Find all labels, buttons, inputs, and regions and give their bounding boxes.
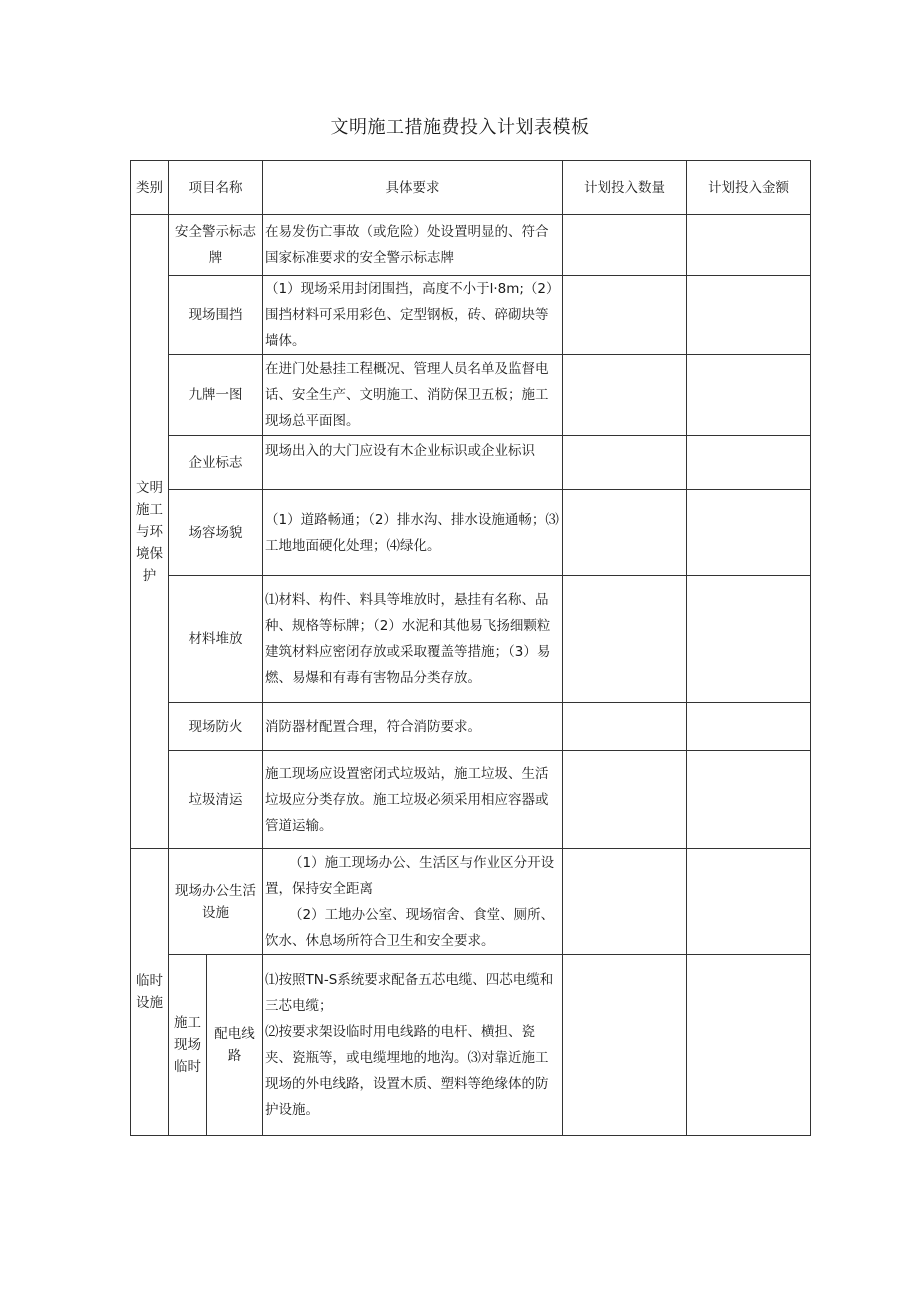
quantity-cell[interactable] <box>563 490 687 576</box>
amount-cell[interactable] <box>687 703 811 751</box>
table-row <box>131 355 811 436</box>
requirement-text <box>263 849 563 955</box>
table-header-row <box>131 161 811 215</box>
plan-table <box>130 160 811 1136</box>
table-row <box>131 849 811 955</box>
requirement-text: 消防器材配置合理，符合消防要求。 <box>263 703 563 751</box>
item-name: 场容场貌 <box>169 490 263 576</box>
item-name: 现场防火 <box>169 703 263 751</box>
amount-cell[interactable] <box>687 849 811 955</box>
requirement-part: （2）工地办公室、现场宿舍、食堂、厕所、饮水、休息场所符合卫生和安全要求。 <box>265 906 555 949</box>
header-requirement: 具体要求 <box>263 161 563 215</box>
amount-cell[interactable] <box>687 355 811 436</box>
item-name: 材料堆放 <box>169 576 263 703</box>
table-row <box>131 751 811 849</box>
amount-cell[interactable] <box>687 955 811 1136</box>
item-name: 九牌一图 <box>169 355 263 436</box>
table-row <box>131 490 811 576</box>
quantity-cell[interactable] <box>563 849 687 955</box>
amount-cell[interactable] <box>687 276 811 355</box>
item-name: 企业标志 <box>169 436 263 490</box>
table-row <box>131 215 811 276</box>
category-civil: 文明施工与环境保护 <box>131 215 169 849</box>
subcategory-label: 施工现场临时 <box>169 955 207 1136</box>
requirement-text: 现场出入的大门应设有木企业标识或企业标识 <box>263 436 563 490</box>
amount-cell[interactable] <box>687 576 811 703</box>
amount-cell[interactable] <box>687 751 811 849</box>
item-name: 现场围挡 <box>169 276 263 355</box>
header-category: 类别 <box>131 161 169 215</box>
quantity-cell[interactable] <box>563 703 687 751</box>
item-name: 配电线路 <box>207 955 263 1136</box>
header-item: 项目名称 <box>169 161 263 215</box>
table-row <box>131 576 811 703</box>
requirement-part: （1）施工现场办公、生活区与作业区分开设置，保持安全距离 <box>265 854 555 897</box>
quantity-cell[interactable] <box>563 751 687 849</box>
amount-cell[interactable] <box>687 490 811 576</box>
table-row <box>131 955 811 1136</box>
requirement-text: 在进门处悬挂工程概况、管理人员名单及监督电话、安全生产、文明施工、消防保卫五板；施工现场总平面图。 <box>263 355 563 436</box>
table-row <box>131 276 811 355</box>
header-amount: 计划投入金额 <box>687 161 811 215</box>
requirement-text: 在易发伤亡事故（或危险）处设置明显的、符合国家标准要求的安全警示标志牌 <box>263 215 563 276</box>
quantity-cell[interactable] <box>563 955 687 1136</box>
table-row <box>131 703 811 751</box>
requirement-text: 施工现场应设置密闭式垃圾站，施工垃圾、生活垃圾应分类存放。施工垃圾必须采用相应容器或管道运输。 <box>263 751 563 849</box>
item-name: 现场办公生活设施 <box>169 849 263 955</box>
quantity-cell[interactable] <box>563 355 687 436</box>
header-quantity: 计划投入数量 <box>563 161 687 215</box>
quantity-cell[interactable] <box>563 276 687 355</box>
document-title: 文明施工措施费投入计划表模板 <box>330 117 590 138</box>
quantity-cell[interactable] <box>563 215 687 276</box>
requirement-part: ⑴按照TN-S系统要求配备五芯电缆、四芯电缆和三芯电缆； <box>265 972 554 1014</box>
requirement-text: （1）现场采用封闭围挡，高度不小于l·8m;（2）围挡材料可采用彩色、定型钢板，砖、碎砌块等墙体。 <box>263 276 563 355</box>
requirement-text: （1）道路畅通；（2）排水沟、排水设施通畅；⑶工地地面硬化处理；⑷绿化。 <box>263 490 563 576</box>
requirement-text: ⑴材料、构件、料具等堆放时，悬挂有名称、品种、规格等标牌；（2）水泥和其他易飞扬细颗粒建筑材料应密闭存放或采取覆盖等措施；（3）易燃、易爆和有毒有害物品分类存放。 <box>263 576 563 703</box>
requirement-text <box>263 955 563 1136</box>
amount-cell[interactable] <box>687 215 811 276</box>
quantity-cell[interactable] <box>563 576 687 703</box>
item-name: 垃圾清运 <box>169 751 263 849</box>
requirement-part: ⑵按要求架设临时用电线路的电杆、横担、瓷夹、瓷瓶等，或电缆埋地的地沟。⑶对靠近施工现场的外电线路，设置木质、塑料等绝缘体的防护设施。 <box>265 1024 549 1118</box>
category-temporary: 临时设施 <box>131 849 169 1136</box>
item-name: 安全警示标志牌 <box>169 215 263 276</box>
quantity-cell[interactable] <box>563 436 687 490</box>
amount-cell[interactable] <box>687 436 811 490</box>
table-row <box>131 436 811 490</box>
